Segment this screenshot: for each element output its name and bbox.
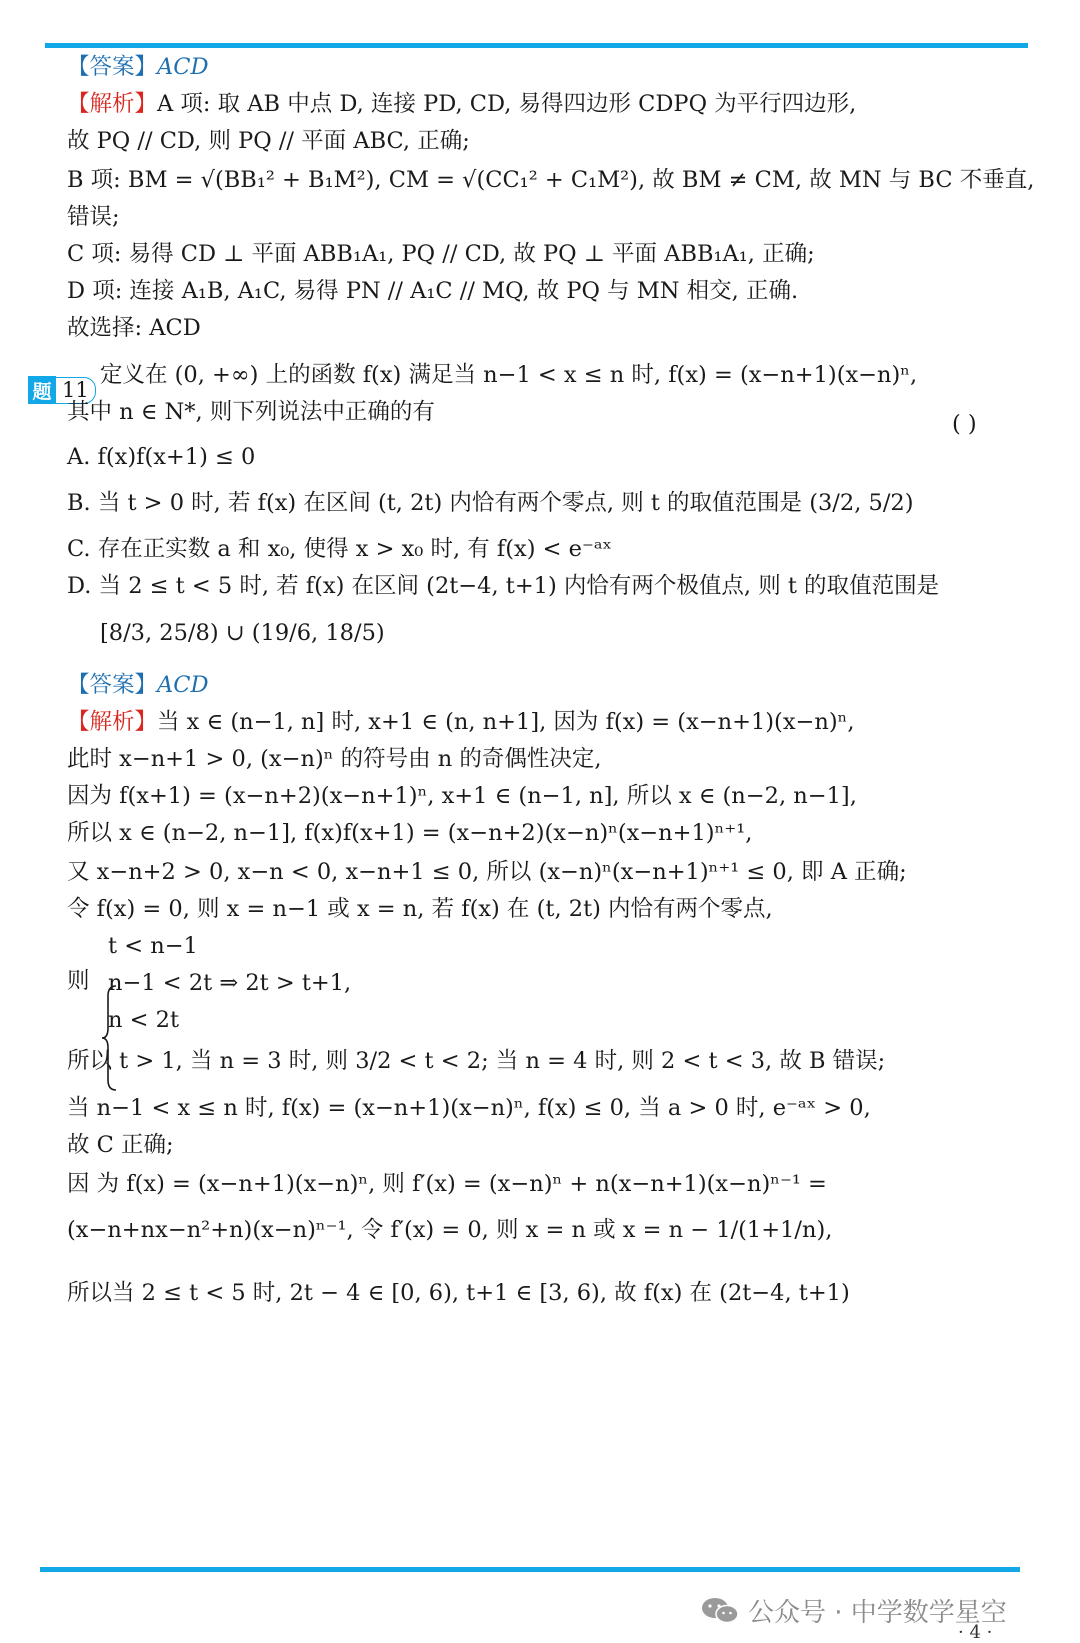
q11-analysis-line-8: 当 n−1 < x ≤ n 时, f(x) = (x−n+1)(x−n)ⁿ, f(x) ≤ 0, 当 a > 0 时, e⁻ᵃˣ > 0, [67,1095,871,1121]
answer-value: ACD [157,672,209,698]
q11-analysis-line-4: 所以 x ∈ (n−2, n−1], f(x)f(x+1) = (x−n+2)(x−n)ⁿ(x−n+1)ⁿ⁺¹, [67,820,753,846]
system-prefix: 则 [67,968,90,994]
q10-analysis-line-2: 故 PQ // CD, 则 PQ // 平面 ABC, 正确; [67,128,470,154]
q11-analysis-line-2: 此时 x−n+1 > 0, (x−n)ⁿ 的符号由 n 的奇偶性决定, [67,746,602,772]
q10-analysis-line-7: 故选择: ACD [67,315,201,341]
q11-analysis-line-1 [67,707,855,737]
q11-analysis-line-9: 故 C 正确; [67,1132,174,1158]
bottom-rule [40,1567,1020,1572]
q11-analysis-line-12: 所以当 2 ≤ t < 5 时, 2t − 4 ∈ [0, 6), t+1 ∈ [3, 6), 故 f(x) 在 (2t−4, t+1) [67,1280,850,1306]
wechat-icon [700,1595,740,1625]
system-row-3: n < 2t [108,1007,180,1033]
q11-analysis-line-7: 所以 t > 1, 当 n = 3 时, 则 3/2 < t < 2; 当 n = 4 时, 则 2 < t < 3, 故 B 错误; [67,1048,886,1074]
answer-label: 【答案】 [67,672,158,698]
option-d: D. 当 2 ≤ t < 5 时, 若 f(x) 在区间 (2t−4, t+1) 内恰有两个极值点, 则 t 的取值范围是 [67,573,940,599]
analysis-text: 当 x ∈ (n−1, n] 时, x+1 ∈ (n, n+1], 因为 f(x) = (x−n+1)(x−n)ⁿ, [157,709,855,735]
q10-analysis-line-4: 错误; [67,204,120,230]
q10-answer-line [67,52,209,82]
q10-analysis-line-1 [67,89,856,119]
q10-analysis-line-6: D 项: 连接 A₁B, A₁C, 易得 PN // A₁C // MQ, 故 PQ 与 MN 相交, 正确. [67,278,799,304]
q11-stem-line-1: 定义在 (0, +∞) 上的函数 f(x) 满足当 n−1 < x ≤ n 时, f(x) = (x−n+1)(x−n)ⁿ, [100,362,918,388]
q11-answer-line [67,670,209,700]
analysis-label: 【解析】 [67,91,158,117]
q11-analysis-line-10: 因 为 f(x) = (x−n+1)(x−n)ⁿ, 则 f′(x) = (x−n)ⁿ + n(x−n+1)(x−n)ⁿ⁻¹ = [67,1171,827,1197]
answer-label: 【答案】 [67,54,158,80]
option-c: C. 存在正实数 a 和 x₀, 使得 x > x₀ 时, 有 f(x) < e⁻ᵃˣ [67,536,613,562]
q10-analysis-line-3: B 项: BM = √(BB₁² + B₁M²), CM = √(CC₁² + C₁M²), 故 BM ≠ CM, 故 MN 与 BC 不垂直, [67,167,1035,193]
analysis-text: A 项: 取 AB 中点 D, 连接 PD, CD, 易得四边形 CDPQ 为平行四边形, [157,91,857,117]
q11-analysis-line-3: 因为 f(x+1) = (x−n+2)(x−n+1)ⁿ, x+1 ∈ (n−1, n], 所以 x ∈ (n−2, n−1], [67,783,857,809]
option-b: B. 当 t > 0 时, 若 f(x) 在区间 (t, 2t) 内恰有两个零点, 则 t 的取值范围是 (3/2, 5/2) [67,490,914,516]
question-number: 11 [56,377,96,404]
analysis-label: 【解析】 [67,709,158,735]
answer-paren: ( ) [952,411,977,437]
option-a: A. f(x)f(x+1) ≤ 0 [67,444,256,470]
q11-analysis-line-5: 又 x−n+2 > 0, x−n < 0, x−n+1 ≤ 0, 所以 (x−n)ⁿ(x−n+1)ⁿ⁺¹ ≤ 0, 即 A 正确; [67,859,907,885]
answer-value: ACD [157,54,209,80]
q11-analysis-line-6: 令 f(x) = 0, 则 x = n−1 或 x = n, 若 f(x) 在 (t, 2t) 内恰有两个零点, [67,896,773,922]
q11-analysis-line-11: (x−n+nx−n²+n)(x−n)ⁿ⁻¹, 令 f′(x) = 0, 则 x = n 或 x = n − 1/(1+1/n), [67,1217,833,1243]
page-number: · 4 · [958,1622,993,1643]
system-row-1: t < n−1 [108,933,198,959]
footer-source-text: 公众号 · 中学数学星空 [748,1597,1007,1628]
q11-stem-line-2: 其中 n ∈ N*, 则下列说法中正确的有 [67,399,435,425]
question-badge-icon: 题 [28,376,56,404]
system-row-2: n−1 < 2t ⇒ 2t > t+1, [108,970,352,996]
option-d-range: [8/3, 25/8) ∪ (19/6, 18/5) [100,620,385,646]
q10-analysis-line-5: C 项: 易得 CD ⊥ 平面 ABB₁A₁, PQ // CD, 故 PQ ⊥ 平面 ABB₁A₁, 正确; [67,241,815,267]
